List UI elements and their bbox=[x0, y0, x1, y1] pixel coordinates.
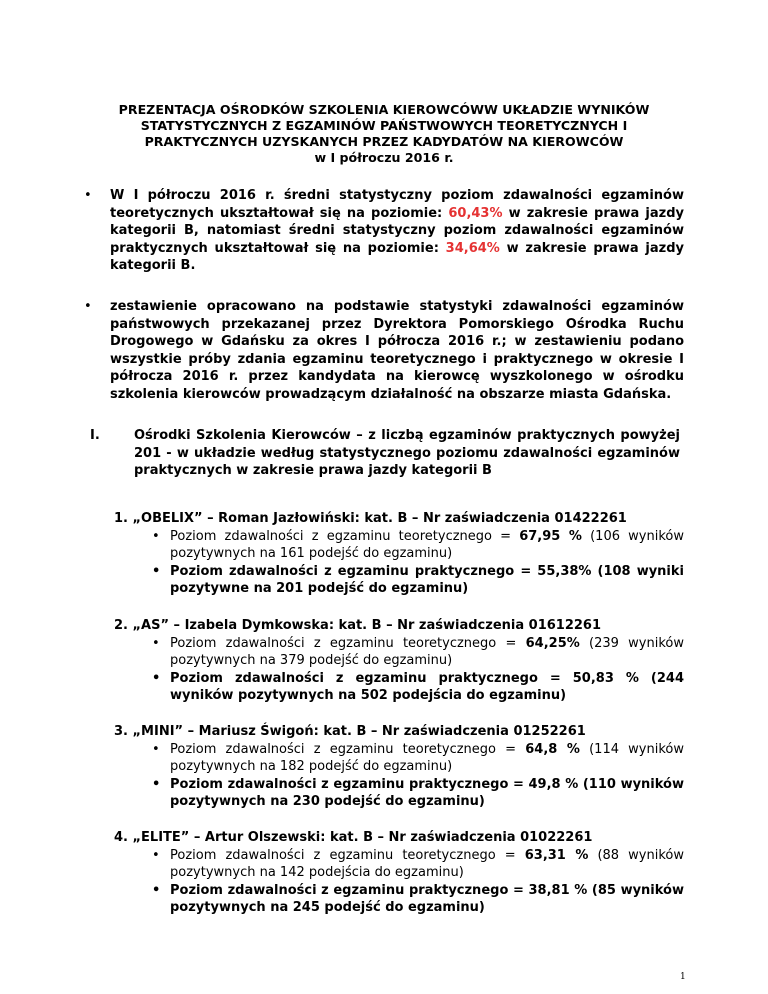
practice-result: • Poziom zdawalności z egzaminu praktycznego = 38,81 % (85 wyników pozytywnych na 245 podejść do egzaminu) bbox=[152, 882, 684, 915]
bullet-icon: • bbox=[152, 670, 161, 686]
practice-average: 34,64% bbox=[445, 240, 500, 256]
center-heading: 1. „OBELIX” – Roman Jazłowiński: kat. B – Nr zaświadczenia 01422261 bbox=[114, 511, 627, 526]
intro-bullet-2: • zestawienie opracowano na podstawie statystyki zdawalności egzaminów państwowych przekazanej przez Dyrektora Pomorskiego Ośrodka Ruchu Drogowego w Gdańsku za okres I półrocza 2016 r.; w zestawieniu podano wszystkie próby zdania egzaminu teoretycznego i praktycznego w okresie I półrocza 2016 r. przez kandydata na kierowcę wyszkolonego w ośrodku szkolenia kierowców prowadzącym działalność na obszarze miasta Gdańska. bbox=[84, 299, 684, 402]
bullet-icon: • bbox=[152, 741, 160, 757]
practice-result: • Poziom zdawalności z egzaminu praktycznego = 50,83 % (244 wyników pozytywnych na 502 podejścia do egzaminu) bbox=[152, 670, 684, 703]
center-entry bbox=[114, 617, 684, 705]
center-entry bbox=[114, 829, 684, 917]
theory-result: • Poziom zdawalności z egzaminu teoretycznego = 67,95 % (106 wyników pozytywnych na 161 podejść do egzaminu) bbox=[152, 528, 684, 561]
theory-result: • Poziom zdawalności z egzaminu teoretycznego = 64,8 % (114 wyników pozytywnych na 182 podejść do egzaminu) bbox=[152, 741, 684, 774]
bullet-icon: • bbox=[152, 528, 160, 544]
center-entry bbox=[114, 510, 684, 598]
center-heading: 4. „ELITE” – Artur Olszewski: kat. B – Nr zaświadczenia 01022261 bbox=[114, 830, 593, 845]
practice-result: • Poziom zdawalności z egzaminu praktycznego = 49,8 % (110 wyników pozytywnych na 230 podejść do egzaminu) bbox=[152, 776, 684, 809]
bullet-icon: • bbox=[152, 635, 160, 651]
bullet-icon: • bbox=[152, 776, 161, 792]
center-heading: 2. „AS” – Izabela Dymkowska: kat. B – Nr zaświadczenia 01612261 bbox=[114, 618, 602, 633]
center-heading: 3. „MINI” – Mariusz Świgoń: kat. B – Nr zaświadczenia 01252261 bbox=[114, 724, 586, 739]
page-number: 1 bbox=[680, 972, 686, 982]
document-title bbox=[100, 102, 668, 166]
bullet-icon: • bbox=[152, 847, 160, 863]
title-line-4: w I półroczu 2016 r. bbox=[314, 150, 454, 165]
center-entry bbox=[114, 723, 684, 811]
section-heading bbox=[90, 427, 680, 480]
intro-bullet-1: • W I półroczu 2016 r. średni statystyczny poziom zdawalności egzaminów teoretycznych ukształtował się na poziomie: 60,43% w zakresie prawa jazdy kategorii B, natomiast średni statystyczny poziom zdawalności egzaminów praktycznych ukształtował się na poziomie: 34,64% w zakresie prawa jazdy kategorii B. bbox=[84, 188, 684, 273]
theory-average: 60,43% bbox=[448, 205, 503, 221]
title-line-3: PRAKTYCZNYCH UZYSKANYCH PRZEZ KADYDATÓW NA KIEROWCÓW bbox=[144, 134, 624, 149]
bullet-icon: • bbox=[152, 882, 161, 898]
theory-result: • Poziom zdawalności z egzaminu teoretycznego = 64,25% (239 wyników pozytywnych na 379 podejść do egzaminu) bbox=[152, 635, 684, 668]
bullet-icon: • bbox=[84, 299, 92, 314]
title-line-2: STATYSTYCZNYCH Z EGZAMINÓW PAŃSTWOWYCH TEORETYCZNYCH I bbox=[140, 118, 628, 133]
section-text: Ośrodki Szkolenia Kierowców – z liczbą egzaminów praktycznych powyżej 201 - w układzie według statystycznego poziomu zdawalności egzaminów praktycznych w zakresie prawa jazdy kategorii B bbox=[134, 428, 680, 478]
title-line-1: PREZENTACJA OŚRODKÓW SZKOLENIA KIEROWCÓWW UKŁADZIE WYNIKÓW bbox=[118, 102, 650, 117]
theory-result: • Poziom zdawalności z egzaminu teoretycznego = 63,31 % (88 wyników pozytywnych na 142 podejścia do egzaminu) bbox=[152, 847, 684, 880]
bullet-icon: • bbox=[152, 563, 161, 579]
section-number: I. bbox=[90, 428, 100, 443]
practice-result: • Poziom zdawalności z egzaminu praktycznego = 55,38% (108 wyniki pozytywne na 201 podejść do egzaminu) bbox=[152, 563, 684, 596]
bullet-icon: • bbox=[84, 188, 92, 203]
